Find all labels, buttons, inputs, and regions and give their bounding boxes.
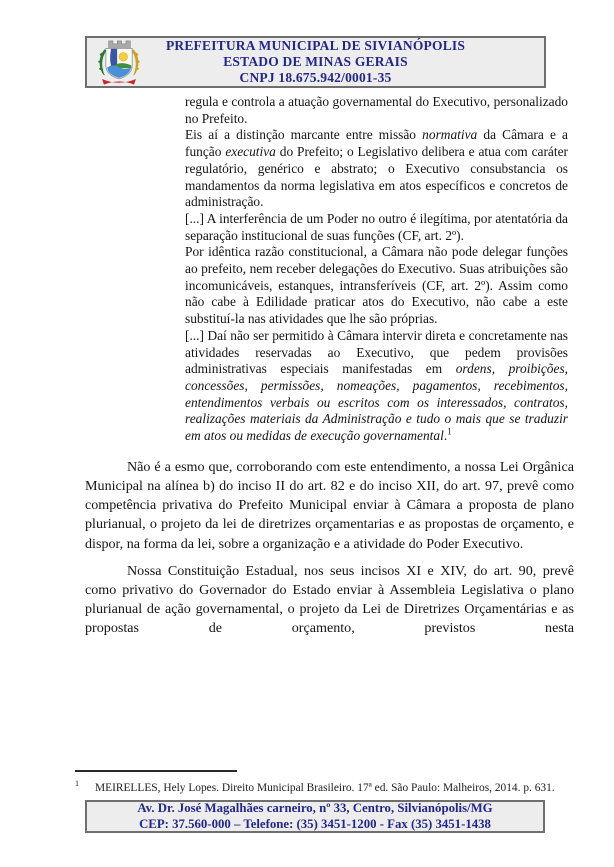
footer-contact: CEP: 37.560-000 – Telefone: (35) 3451-1200 - Fax (35) 3451-1438 — [139, 816, 491, 831]
org-state: ESTADO DE MINAS GERAIS — [223, 53, 408, 69]
org-cnpj: CNPJ 18.675.942/0001-35 — [239, 70, 392, 86]
quote-paragraph: [...] Daí não ser permitido à Câmara intervir direta e concretamente nas atividades reservadas ao Executivo, que pedem provisões administrativas especiais manifestadas em ordens, proibições, concessões, permissões, nomeações, pagamentos, recebimentos, entendimentos verbais ou escritos com os interessados, contratos, realizações materiais da Administração e tudo o mais que se traduzir em atos ou medidas de execução governamental.$^1$ — [185, 327, 568, 444]
blockquote-citation — [185, 94, 568, 445]
document-body — [85, 94, 574, 639]
org-name: PREFEITURA MUNICIPAL DE SIVIANÓPOLIS — [165, 37, 466, 53]
footnote-text: MEIRELLES, Hely Lopes. Direito Municipal Brasileiro. 17ª ed. São Paulo: Malheiros, 2014. p. 631. — [95, 781, 555, 794]
footnote-marker: 1 — [75, 779, 79, 788]
body-paragraph: Não é a esmo que, corroborando com este entendimento, a nossa Lei Orgânica Municipal na alínea b) do inciso II do art. 82 e do inciso XII, do art. 97, prevê como competência privativa do Prefeito Municipal enviar à Câmara a proposta de plano plurianual, o projeto da lei de diretrizes orçamentarias e as propostas de orçamento, e dispor, na forma da lei, sobre a organização e a atividade do Poder Executivo. — [85, 458, 574, 552]
quote-paragraph: [...] A interferência de um Poder no outro é ilegítima, por atentatória da separação institucional de suas funções (CF, art. 2º). — [185, 210, 568, 243]
body-paragraphs — [85, 458, 574, 639]
footnote-separator — [75, 770, 237, 772]
footer-address: Av. Dr. José Magalhães carneiro, nº 33, Centro, Silvianópolis/MG — [137, 801, 493, 816]
footnote-entry — [75, 777, 580, 795]
quote-paragraph: Por idêntica razão constitucional, a Câmara não pode delegar funções ao prefeito, nem receber delegações do Executivo. Suas atribuições são incomunicáveis, estanques, intransferíveis (CF, art. 2º). Assim como não cabe à Edilidade praticar atos do Executivo, não cabe a este substituí-la nas atividades que lhe são próprias. — [185, 244, 568, 327]
body-paragraph: Nossa Constituição Estadual, nos seus incisos XI e XIV, do art. 90, prevê como privativo do Governador do Estado enviar à Assembleia Legislativa o plano plurianual de ação governamental, o projeto da Lei de Diretrizes Orçamentárias e as propostas de orçamento, previstos nesta — [85, 562, 574, 637]
header-title-block — [87, 38, 544, 86]
footnote — [75, 770, 580, 795]
header — [85, 36, 546, 88]
quote-paragraph: Eis aí a distinção marcante entre missão normativa da Câmara e a função executiva do Prefeito; o Legislativo delibera e atua com caráter regulatório, genérico e abstrato; o Executivo consubstancia os mandamentos da norma legislativa em atos específicos e concretos de administração. — [185, 127, 569, 210]
footer — [85, 800, 545, 833]
quote-paragraph: regula e controla a atuação governamental do Executivo, personalizado no Prefeito. — [185, 94, 568, 126]
